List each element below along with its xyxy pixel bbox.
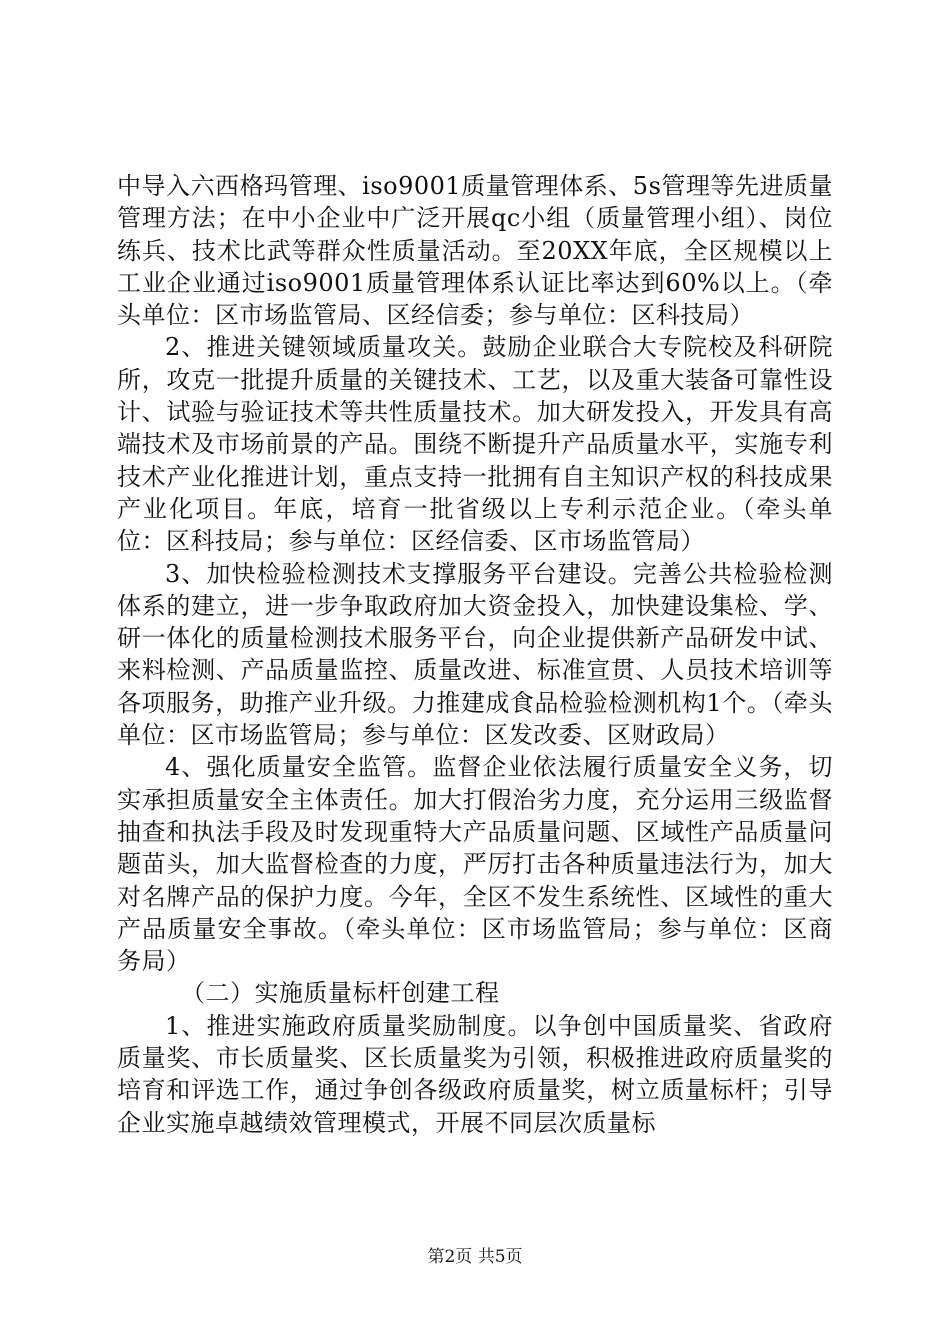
- paragraph-3: 3、加快检验检测技术支撑服务平台建设。完善公共检验检测体系的建立，进一步争取政府加大资金投入，加快建设集检、学、研一体化的质量检测技术服务平台，向企业提供新产品研发中试、来料检测、产品质量监控、质量改进、标准宣贯、人员技术培训等各项服务，助推产业升级。力推建成食品检验检测机构1个。（牵头单位：区市场监管局；参与单位：区发改委、区财政局）: [117, 559, 833, 750]
- page-number: 第2页 共5页: [427, 1247, 523, 1267]
- paragraph-5: 1、推进实施政府质量奖励制度。以争创中国质量奖、省政府质量奖、市长质量奖、区长质量奖为引领，积极推进政府质量奖的培育和评选工作，通过争创各级政府质量奖，树立质量标杆；引导企业实施卓越绩效管理模式，开展不同层次质量标: [117, 1011, 833, 1137]
- paragraph-1: 中导入六西格玛管理、iso9001质量管理体系、5s管理等先进质量管理方法；在中小企业中广泛开展qc小组（质量管理小组）、岗位练兵、技术比武等群众性质量活动。至20XX年底，全区规模以上工业企业通过iso9001质量管理体系认证比率达到60%以上。（牵头单位：区市场监管局、区经信委；参与单位：区科技局）: [117, 172, 833, 330]
- section-heading: （二）实施质量标杆创建工程: [181, 979, 500, 1008]
- page-footer: [0, 1242, 950, 1267]
- paragraph-2: 2、推进关键领域质量攻关。鼓励企业联合大专院校及科研院所，攻克一批提升质量的关键技术、工艺，以及重大装备可靠性设计、试验与验证技术等共性质量技术。加大研发投入，开发具有高端技术及市场前景的产品。围绕不断提升产品质量水平，实施专利技术产业化推进计划，重点支持一批拥有自主知识产权的科技成果产业化项目。年底，培育一批省级以上专利示范企业。（牵头单位：区科技局；参与单位：区经信委、区市场监管局）: [117, 333, 833, 556]
- document-body: [117, 170, 833, 1139]
- paragraph-4: 4、强化质量安全监管。监督企业依法履行质量安全义务，切实承担质量安全主体责任。加大打假治劣力度，充分运用三级监督抽查和执法手段及时发现重特大产品质量问题、区域性产品质量问题苗头，加大监督检查的力度，严厉打击各种质量违法行为，加大对名牌产品的保护力度。今年，全区不发生系统性、区域性的重大产品质量安全事故。（牵头单位：区市场监管局；参与单位：区商务局）: [117, 753, 833, 976]
